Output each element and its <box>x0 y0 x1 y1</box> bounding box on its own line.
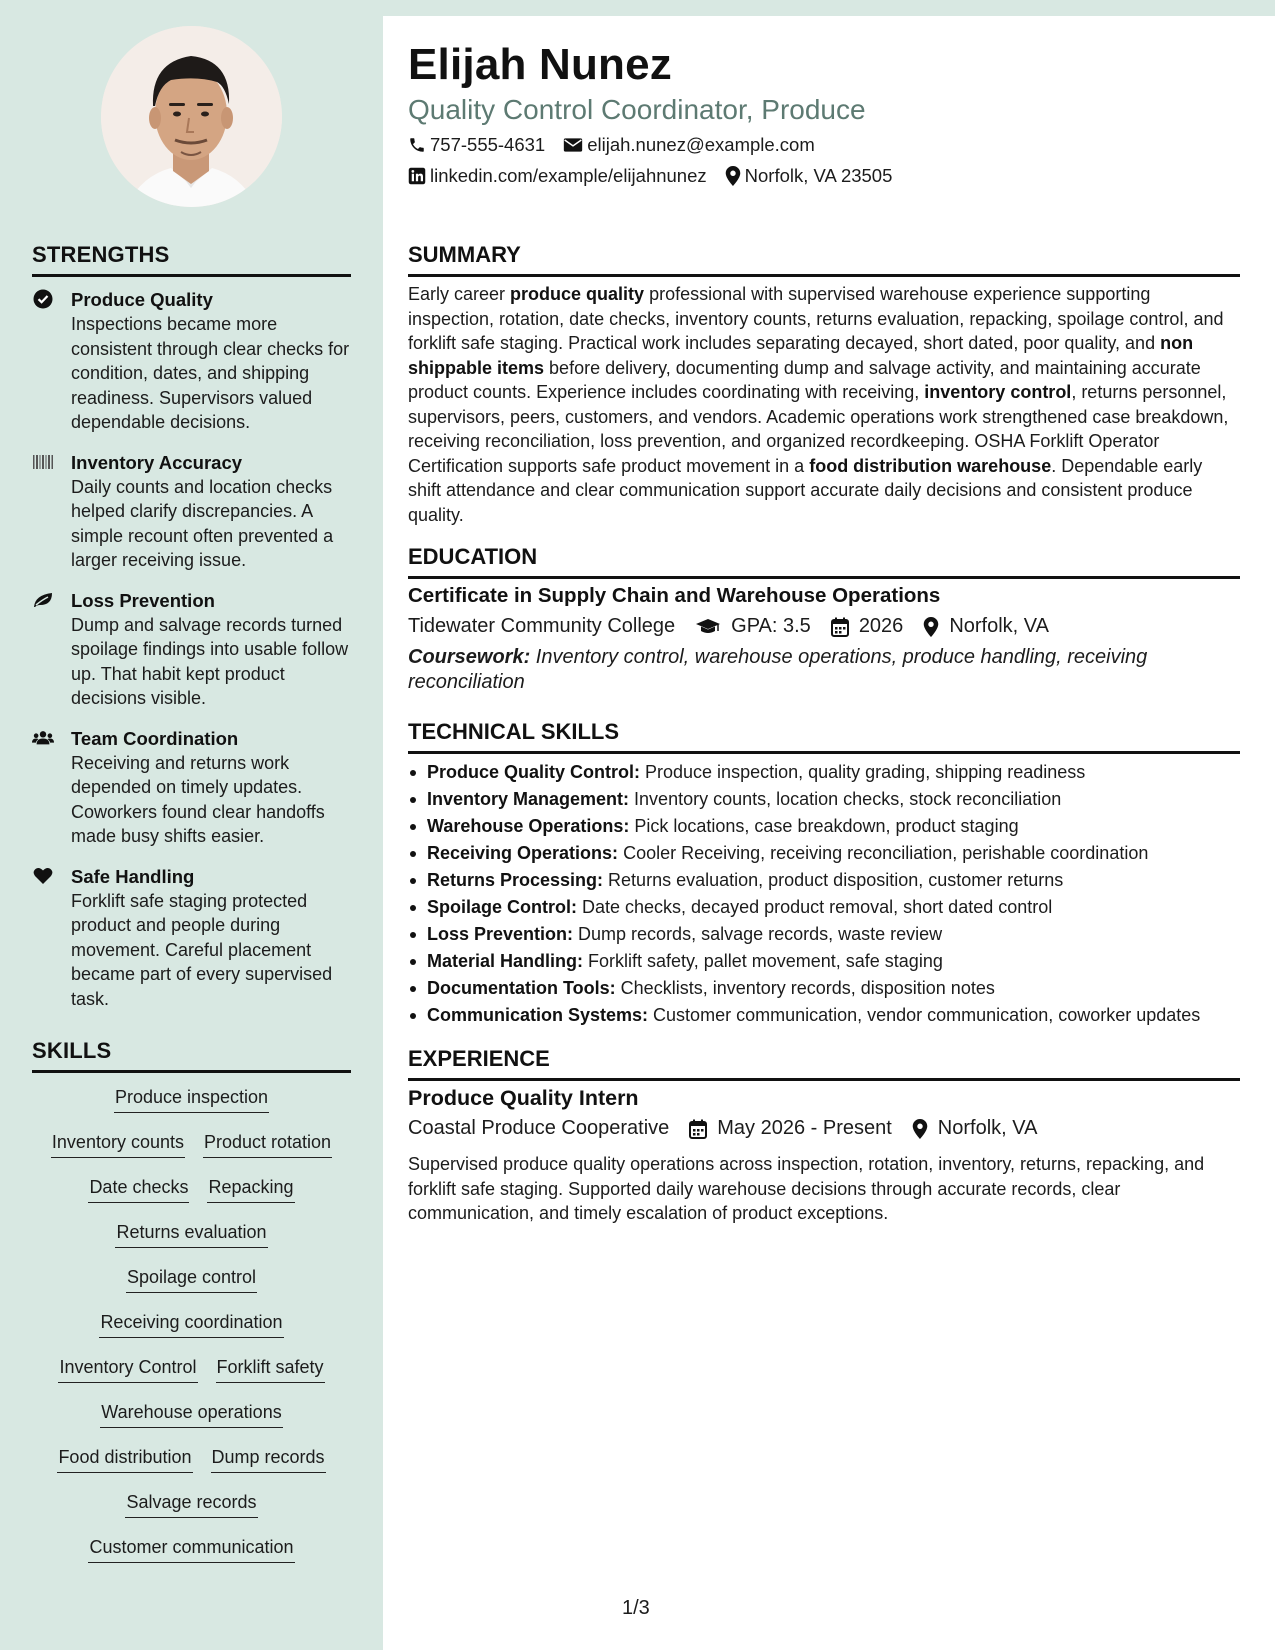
strength-title: Produce Quality <box>71 289 213 310</box>
skill-value: Inventory counts, location checks, stock reconciliation <box>629 789 1062 809</box>
skill-row <box>32 1130 351 1175</box>
location-text: Norfolk, VA 23505 <box>744 165 893 186</box>
skill-tag: Dump records <box>211 1445 326 1473</box>
users-icon <box>32 728 54 748</box>
skill-label: Warehouse Operations: <box>427 816 630 836</box>
skill-tag: Receiving coordination <box>99 1310 283 1338</box>
graduation-cap-icon <box>695 618 721 636</box>
candidate-title: Quality Control Coordinator, Produce <box>408 94 866 125</box>
skill-tag: Returns evaluation <box>115 1220 267 1248</box>
skill-label: Material Handling: <box>427 951 584 971</box>
contact-row-1 <box>408 134 833 156</box>
list-item <box>408 759 1240 786</box>
map-pin-icon <box>725 166 741 186</box>
strength-desc: Forklift safe staging protected product and people during movement. Careful placement became part of every supervised task. <box>71 890 333 1009</box>
strength-title: Team Coordination <box>71 727 239 749</box>
school-text: Tidewater Community College <box>408 615 676 637</box>
skill-label: Communication Systems: <box>427 1005 649 1025</box>
strength-item <box>32 588 362 711</box>
email-contact[interactable] <box>563 134 815 156</box>
list-item <box>408 813 1240 840</box>
location-text: Norfolk, VA <box>937 1117 1038 1139</box>
education-heading: EDUCATION <box>408 544 1240 579</box>
strength-item <box>32 864 362 1012</box>
coursework <box>408 645 1228 694</box>
education-meta <box>408 615 1069 638</box>
skill-row <box>32 1310 351 1355</box>
experience-heading: EXPERIENCE <box>408 1046 1240 1081</box>
school-name <box>408 615 675 638</box>
skill-row <box>32 1535 351 1580</box>
company-name <box>408 1117 669 1140</box>
calendar-icon <box>689 1119 707 1139</box>
summary-heading: SUMMARY <box>408 242 1240 277</box>
skill-label: Returns Processing: <box>427 870 604 890</box>
dates-text: May 2026 - Present <box>717 1117 892 1139</box>
skill-label: Inventory Management: <box>427 789 630 809</box>
skill-value: Pick locations, case breakdown, product staging <box>629 816 1019 836</box>
summary-highlight: inventory control <box>924 382 1072 402</box>
skill-tag: Inventory Control <box>58 1355 197 1383</box>
skill-tag: Forklift safety <box>216 1355 325 1383</box>
skill-label: Produce Quality Control: <box>427 762 641 782</box>
skill-label: Loss Prevention: <box>427 924 574 944</box>
summary-part: , returns personnel, supervisors, peers, customers, and vendors. Academic operations work strengthened case breakdown, receiving reconciliation, loss prevention, and organized recordkeeping. OSHA Forklift Operator Certification supports safe product movement in a <box>408 382 1229 476</box>
summary-text <box>408 282 1240 527</box>
summary-part: professional with supervised warehouse experience supporting inspection, rotation, date checks, inventory counts, returns evaluation, repacking, spoilage control, and forklift safe staging. Practical work includes separating decayed, short dated, poor quality, and <box>408 284 1224 353</box>
skill-tag: Date checks <box>88 1175 189 1203</box>
skill-tag: Repacking <box>207 1175 294 1203</box>
email-text: elijah.nunez@example.com <box>587 134 815 155</box>
leaf-icon <box>32 590 54 610</box>
job-title: Produce Quality Intern <box>408 1086 639 1110</box>
skills-cloud <box>32 1085 351 1580</box>
summary-part: before delivery, documenting dump and salvage activity, and maintaining accurate product counts. Experience includes coordinating with receiving, <box>408 357 1201 402</box>
skill-label: Documentation Tools: <box>427 978 616 998</box>
strengths-list <box>32 287 362 1026</box>
top-band <box>0 0 1275 16</box>
strength-item <box>32 287 362 435</box>
skill-row <box>32 1265 351 1310</box>
skill-tag: Product rotation <box>203 1130 332 1158</box>
skill-value: Customer communication, vendor communication, coworker updates <box>648 1005 1201 1025</box>
list-item <box>408 921 1240 948</box>
skill-tag: Spoilage control <box>126 1265 257 1293</box>
list-item <box>408 1002 1240 1029</box>
strength-desc: Inspections became more consistent through clear checks for condition, dates, and shipping readiness. Supervisors valued dependable decisions. <box>71 314 350 432</box>
education-degree: Certificate in Supply Chain and Warehouse Operations <box>408 584 941 607</box>
job-dates <box>689 1117 892 1140</box>
strength-title: Inventory Accuracy <box>71 451 243 473</box>
skill-row <box>32 1175 351 1220</box>
job-meta <box>408 1117 1057 1140</box>
job-description: Supervised produce quality operations across inspection, rotation, inventory, returns, repacking, and forklift safe staging. Supported daily warehouse decisions through accurate records, clear communication, and timely escalation of product exceptions. <box>408 1154 1205 1223</box>
technical-skills-list <box>408 759 1240 1029</box>
skill-value: Cooler Receiving, receiving reconciliation, perishable coordination <box>618 843 1149 863</box>
linkedin-icon <box>408 167 426 185</box>
strength-title: Loss Prevention <box>71 589 215 611</box>
map-pin-icon <box>923 617 939 637</box>
skill-value: Dump records, salvage records, waste review <box>573 924 943 944</box>
skill-value: Forklift safety, pallet movement, safe staging <box>583 951 943 971</box>
list-item <box>408 894 1240 921</box>
skill-value: Produce inspection, quality grading, shipping readiness <box>640 762 1086 782</box>
page-number: 1/3 <box>622 1597 650 1619</box>
skill-value: Date checks, decayed product removal, short dated control <box>577 897 1053 917</box>
strength-desc: Dump and salvage records turned spoilage findings into usable follow up. That habit kept product decisions visible. <box>71 614 349 708</box>
list-item <box>408 840 1240 867</box>
avatar <box>101 26 282 207</box>
candidate-name: Elijah Nunez <box>408 40 672 89</box>
summary-part: . Dependable early shift attendance and clear communication support accurate daily decisions and consistent produce quality. <box>408 455 1203 525</box>
skill-tag: Warehouse operations <box>100 1400 282 1428</box>
summary-highlight: food distribution warehouse <box>809 455 1052 476</box>
coursework-label: Coursework: <box>408 646 531 668</box>
education-location <box>923 615 1049 638</box>
skill-tag: Food distribution <box>57 1445 192 1473</box>
skill-tag: Inventory counts <box>51 1130 185 1158</box>
skill-label: Spoilage Control: <box>427 897 577 917</box>
summary-highlight: non shippable items <box>408 333 1194 378</box>
year-text: 2026 <box>858 615 904 637</box>
skill-row <box>32 1085 351 1130</box>
skill-row <box>32 1400 351 1445</box>
location-contact <box>725 165 893 187</box>
gpa <box>695 615 811 638</box>
phone-contact[interactable] <box>408 134 545 156</box>
strength-item <box>32 726 362 849</box>
contact-row-2 <box>408 165 910 187</box>
skills-heading: SKILLS <box>32 1038 351 1073</box>
map-pin-icon <box>912 1119 928 1139</box>
coursework-text: Inventory control, warehouse operations, produce handling, receiving reconciliation <box>408 646 1148 693</box>
company-text: Coastal Produce Cooperative <box>408 1117 670 1139</box>
skill-tag: Salvage records <box>125 1490 257 1518</box>
list-item <box>408 948 1240 975</box>
linkedin-contact[interactable] <box>408 165 707 187</box>
skill-value: Returns evaluation, product disposition, customer returns <box>603 870 1064 890</box>
phone-text: 757-555-4631 <box>430 134 546 155</box>
skill-value: Checklists, inventory records, disposition notes <box>615 978 995 998</box>
linkedin-text: linkedin.com/example/elijahnunez <box>430 165 707 186</box>
skill-row <box>32 1445 351 1490</box>
skill-row <box>32 1355 351 1400</box>
envelope-icon <box>563 137 583 153</box>
strength-desc: Daily counts and location checks helped clarify discrepancies. A simple recount often prevented a larger receiving issue. <box>71 476 334 570</box>
barcode-icon <box>32 452 54 472</box>
strength-item <box>32 450 362 573</box>
technical-skills-heading: TECHNICAL SKILLS <box>408 719 1240 754</box>
summary-highlight: produce quality <box>510 284 645 304</box>
skill-tag: Customer communication <box>88 1535 294 1563</box>
calendar-icon <box>831 617 849 637</box>
job-location <box>912 1117 1038 1140</box>
strength-desc: Receiving and returns work depended on timely updates. Coworkers found clear handoffs made busy shifts easier. <box>71 752 325 846</box>
skill-row <box>32 1220 351 1265</box>
strengths-heading: STRENGTHS <box>32 242 351 277</box>
location-text: Norfolk, VA <box>949 615 1049 637</box>
heart-icon <box>32 866 54 886</box>
phone-icon <box>408 136 426 154</box>
strength-title: Safe Handling <box>71 865 195 887</box>
list-item <box>408 786 1240 813</box>
skill-tag: Produce inspection <box>114 1085 269 1113</box>
list-item <box>408 867 1240 894</box>
skill-row <box>32 1490 351 1535</box>
check-circle-icon <box>32 289 54 309</box>
summary-part: Early career <box>408 284 511 304</box>
list-item <box>408 975 1240 1002</box>
education-year <box>831 615 904 638</box>
gpa-text: GPA: 3.5 <box>731 615 811 637</box>
skill-label: Receiving Operations: <box>427 843 619 863</box>
